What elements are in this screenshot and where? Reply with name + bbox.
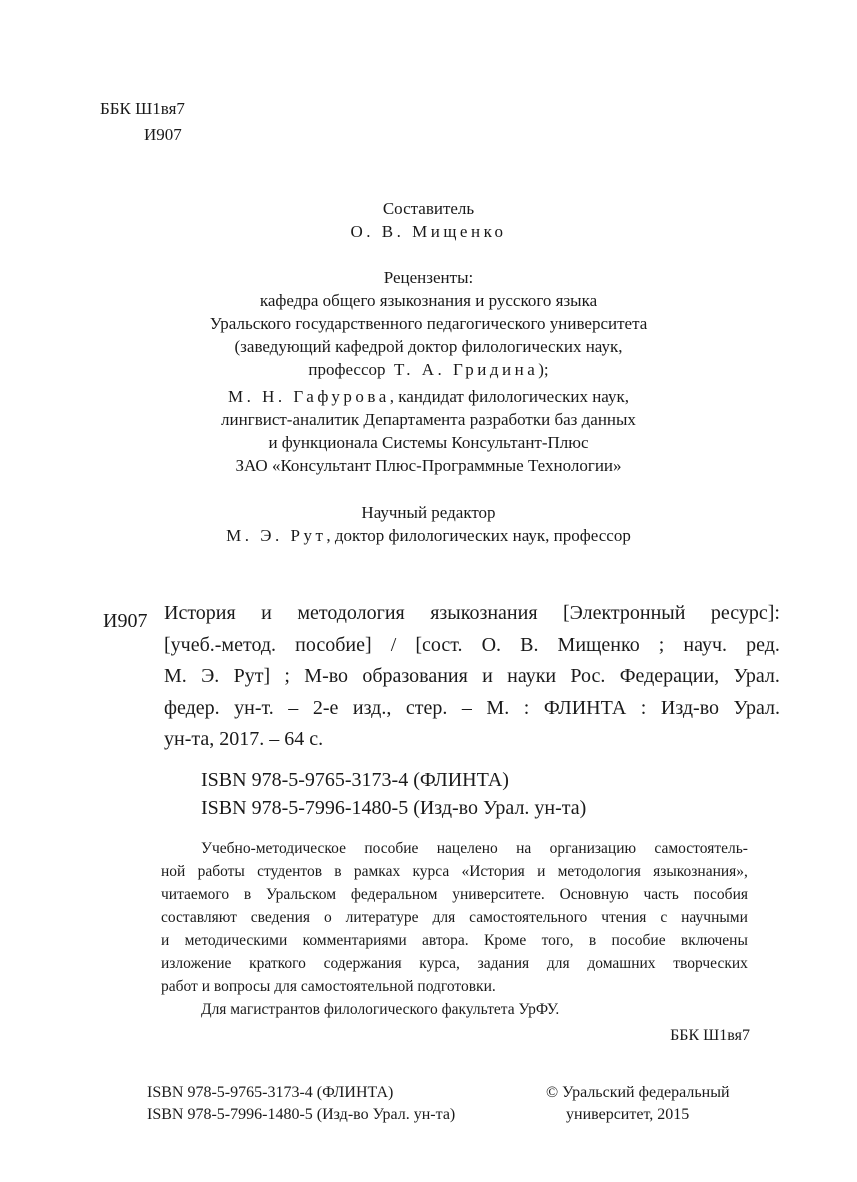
word: чтения <box>601 909 647 926</box>
word: того, <box>541 932 574 949</box>
reviewer-2-line <box>0 385 857 408</box>
word: стер. <box>405 696 448 719</box>
reviewer-line: и функционала Системы Консультант-Плюс <box>268 433 589 452</box>
word: языкознания», <box>653 863 748 880</box>
reviewer-line: ЗАО «Консультант Плюс-Программные Технологии» <box>235 456 622 475</box>
text-line <box>161 837 748 860</box>
reviewer-line: Уральского государственного педагогического университета <box>209 314 648 333</box>
word: на <box>516 840 532 857</box>
isbn-line: ISBN 978-5-9765-3173-4 (ФЛИНТА) <box>201 769 509 791</box>
text-line <box>161 929 748 952</box>
word: Мищенко <box>557 633 640 656</box>
word: методическими <box>184 932 288 949</box>
word: ной <box>161 863 186 880</box>
word: Урал. <box>733 665 780 687</box>
text-line <box>164 630 780 662</box>
word: ; <box>658 633 665 656</box>
word: рамках <box>353 863 401 880</box>
word: Рут] <box>233 665 271 687</box>
word: : <box>523 696 530 719</box>
word: самостоятель- <box>654 840 748 857</box>
word: / <box>390 633 397 656</box>
word: пособия <box>693 886 748 903</box>
reviewer-1-title: профессор <box>308 360 386 379</box>
word: организацию <box>549 840 637 857</box>
word: комментариями <box>302 932 407 949</box>
word: курса <box>412 863 450 880</box>
author-sign: И907 <box>144 125 182 144</box>
text-line <box>161 952 748 975</box>
word: Для магистрантов филологического факультета УрФУ. <box>201 1001 560 1018</box>
word: методология <box>557 863 641 880</box>
word: работы <box>197 863 245 880</box>
word: пособие <box>364 840 419 857</box>
catalog-entry <box>164 598 780 756</box>
word: Урал. <box>733 696 780 719</box>
word: федеральном <box>350 886 438 903</box>
text-line <box>164 724 780 756</box>
editor-label: Научный редактор <box>361 503 496 522</box>
word: читаемого <box>161 886 230 903</box>
word: ФЛИНТА <box>543 696 627 719</box>
word: студентов <box>257 863 323 880</box>
word: включены <box>680 932 748 949</box>
reviewer-line: кафедра общего языкознания и русского языка <box>259 291 598 310</box>
bbk-footer: ББК Ш1вя7 <box>670 1027 750 1044</box>
word: для <box>432 909 456 926</box>
word: автора. <box>422 932 469 949</box>
word: [сост. <box>415 633 463 656</box>
footer-isbn-line: ISBN 978-5-7996-1480-5 (Изд-во Урал. ун-та) <box>147 1106 456 1123</box>
bbk-code: ББК Ш1вя7 <box>100 99 185 118</box>
word: Рос. <box>570 665 606 687</box>
reviewer-2-name: М. Н. Гафурова <box>227 387 390 406</box>
word: языкознания <box>430 602 538 624</box>
word: и <box>537 863 546 880</box>
word: «История <box>461 863 525 880</box>
footer-isbn-line: ISBN 978-5-9765-3173-4 (ФЛИНТА) <box>147 1084 394 1101</box>
word: о <box>324 909 332 926</box>
compiler-block <box>0 197 857 243</box>
word: задания <box>477 955 530 972</box>
text-line <box>164 693 780 725</box>
text-line <box>161 883 748 906</box>
compiler-name: О. В. Мищенко <box>350 222 507 241</box>
word: в <box>588 932 597 949</box>
word: с <box>660 909 668 926</box>
word: методология <box>297 602 405 624</box>
copyright-line: © Уральский федеральный <box>546 1084 730 1101</box>
word: М. <box>486 696 510 719</box>
word: и <box>482 665 493 687</box>
text-line <box>161 975 748 998</box>
text-line <box>161 906 748 929</box>
word: пособие <box>611 932 666 949</box>
word: федер. <box>164 696 220 719</box>
text-line <box>161 860 748 883</box>
word: составляют <box>161 909 237 926</box>
word: самостоятельного <box>469 909 588 926</box>
word: ; <box>284 665 290 687</box>
word: сведения <box>250 909 311 926</box>
word: Учебно-методическое <box>201 840 346 857</box>
reviewer-1-tail: ); <box>538 360 549 379</box>
word: курса, <box>419 955 460 972</box>
word: и <box>161 932 170 949</box>
reviewer-2-tail: , кандидат филологических наук, <box>389 387 629 406</box>
word: Уральском <box>265 886 337 903</box>
copyright-line: университет, 2015 <box>566 1106 690 1123</box>
word: и <box>261 602 272 624</box>
word: О. <box>481 633 502 656</box>
word: В. <box>520 633 539 656</box>
catalog-index: И907 <box>103 610 148 632</box>
word: научными <box>681 909 748 926</box>
word: ун-та, 2017. – 64 с. <box>164 728 324 750</box>
word: образования <box>362 665 468 687</box>
word: изд., <box>352 696 392 719</box>
word: ун-т. <box>234 696 274 719</box>
editor-tail: , доктор филологических наук, профессор <box>326 526 631 545</box>
word: – <box>461 696 472 719</box>
word: литературе <box>345 909 419 926</box>
copyright <box>546 1082 730 1126</box>
text-line <box>164 598 780 630</box>
word: часть <box>643 886 679 903</box>
word: в <box>243 886 252 903</box>
word: Основную <box>559 886 629 903</box>
abstract <box>161 837 748 1021</box>
word: изложение <box>161 955 232 972</box>
word: науки <box>507 665 557 687</box>
word: науч. <box>683 633 728 656</box>
reviewer-line: лингвист-аналитик Департамента разработки баз данных <box>221 410 636 429</box>
word: История <box>164 602 236 624</box>
word: Э. <box>201 665 220 687</box>
word: краткого <box>249 955 306 972</box>
word: ресурс]: <box>710 602 780 624</box>
isbn-block <box>201 766 586 822</box>
text-line <box>164 661 780 693</box>
word: нацелено <box>436 840 498 857</box>
reviewer-1-line <box>0 358 857 381</box>
word: [Электронный <box>562 602 686 624</box>
word: домашних <box>587 955 656 972</box>
word: : <box>640 696 647 719</box>
editor-block <box>0 501 857 547</box>
word: 2-е <box>312 696 339 719</box>
word: пособие] <box>295 633 372 656</box>
isbn-line: ISBN 978-5-7996-1480-5 (Изд-во Урал. ун-та) <box>201 797 587 819</box>
word: в <box>334 863 342 880</box>
word: университете. <box>452 886 545 903</box>
reviewer-line: (заведующий кафедрой доктор филологических наук, <box>234 337 623 356</box>
text-line <box>161 998 748 1021</box>
word: для <box>546 955 570 972</box>
word: Кроме <box>484 932 527 949</box>
word: содержания <box>323 955 402 972</box>
word: – <box>288 696 299 719</box>
word: ред. <box>746 633 780 656</box>
word: Федерации, <box>619 665 720 687</box>
footer-isbn <box>147 1082 455 1126</box>
word: Изд-во <box>660 696 720 719</box>
reviewers-label: Рецензенты: <box>383 268 474 287</box>
word: работ и вопросы для самостоятельной подготовки. <box>161 978 496 995</box>
editor-line <box>0 524 857 547</box>
word: творческих <box>673 955 748 972</box>
reviewer-1-name: Т. А. Гридина <box>394 360 539 379</box>
reviewers-block <box>0 266 857 477</box>
bbk-header <box>100 96 185 148</box>
word: М-во <box>304 665 349 687</box>
word: М. <box>164 665 187 687</box>
editor-name: М. Э. Рут <box>226 526 327 545</box>
compiler-label: Составитель <box>382 199 475 218</box>
word: [учеб.-метод. <box>164 633 277 656</box>
